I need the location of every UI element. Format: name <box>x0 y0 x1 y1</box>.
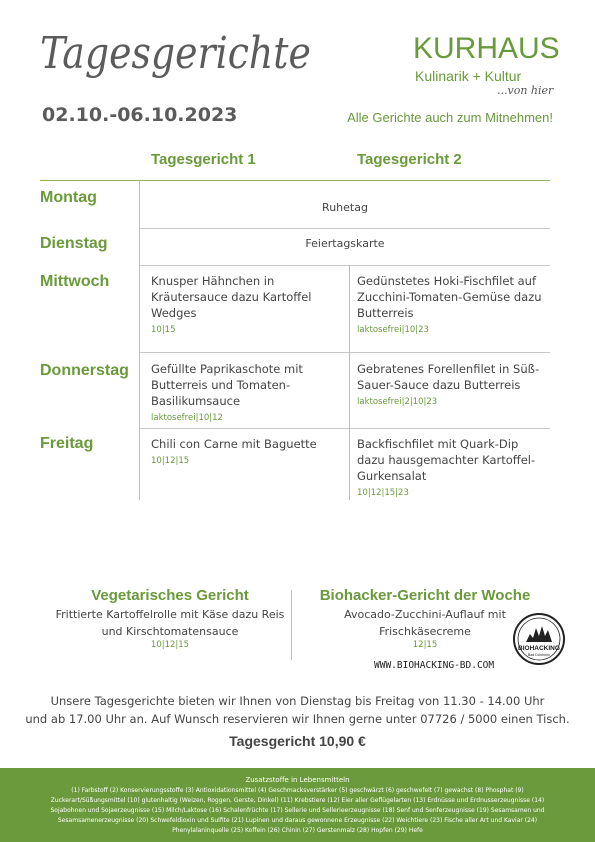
allergen-codes: 10|12|15 <box>151 456 190 466</box>
column-header-1: Tagesgericht 1 <box>151 151 256 168</box>
vegetarian-dish: Frittierte Kartoffelrolle mit Käse dazu Reis und Kirschtomatensauce <box>55 608 285 638</box>
kurhaus-logo <box>413 32 563 104</box>
allergen-codes: laktosefrei|10|12 <box>151 413 223 423</box>
vegetarian-allergens: 10|12|15 <box>150 640 190 650</box>
dish-thursday-1 <box>151 361 341 426</box>
footer-title: Zusatzstoffe in Lebensmitteln <box>245 776 350 784</box>
row-divider <box>140 228 550 229</box>
dish-name: Knusper Hähnchen in Kräutersauce dazu Kartoffel Wedges <box>151 274 312 320</box>
dish-friday-1 <box>151 436 341 469</box>
day-label-monday: Montag <box>40 189 97 206</box>
badge-subtext: Bad Dürrheim <box>527 653 551 657</box>
day-label-wednesday: Mittwoch <box>40 273 110 290</box>
logo-sub-text: Kulinarik + Kultur <box>415 68 522 84</box>
opening-hours-line: Unsere Tagesgerichte bieten wir Ihnen von Dienstag bis Freitag von 11.30 - 14.00 Uhr <box>50 694 545 708</box>
additives-list: (1) Farbstoff (2) Konservierungsstoffe (3) Antioxidationsmittel (4) Geschmacksverstärker (5) geschwärzt (6) geschwefelt (7) gewachst (8) Phosphat (9) Zuckerart/Süßungsmittel (10) glutenhaltig (Weizen, Roggen, Gerste, Dinkel) (11) Krebstiere (12) Eier aller Geflügelarten (13) Erdnüsse und Erdnusserzeugnisse (14) Sojabohnen und Sojaerzeugnisse (15) Milch/Laktose (16) Schalenfrüchte (17) Sellerie und Sellerieerzeugnisse (18) Senf und Senferzeugnisse (19) Sesamsamen und Sesamsamenerzeugnisse (20) Schwefeldioxin und Sulfite (21) Lupinen und daraus gewonnene Erzeugnisse (22) Weichtiere (23) Fische aller Art und Kaviar (24) Phenylalaninquelle (25) Koffein (26) Chinin (27) Gerstenmalz (28) Hopfen (29) Hefe <box>50 787 545 834</box>
biohacking-website-link[interactable]: WWW.BIOHACKING-BD.COM <box>374 660 495 671</box>
dish-thursday-2 <box>357 361 547 410</box>
allergen-codes: laktosefrei|2|10|23 <box>357 397 438 407</box>
date-range: 02.10.-06.10.2023 <box>42 104 238 126</box>
dish-wednesday-2 <box>357 273 547 338</box>
allergen-codes: 10|12|15|23 <box>357 488 409 498</box>
column-header-2: Tagesgericht 2 <box>357 151 462 168</box>
day-label-thursday: Donnerstag <box>40 362 129 379</box>
column-divider-left <box>139 180 140 500</box>
additives-footer <box>0 768 595 842</box>
badge-text: BIOHACKING <box>518 645 560 652</box>
allergen-codes: laktosefrei|10|23 <box>357 325 429 335</box>
logo-main-text: KURHAUS <box>413 32 560 65</box>
takeaway-note: Alle Gerichte auch zum Mitnehmen! <box>347 110 553 125</box>
dish-friday-2 <box>357 436 547 501</box>
day-label-tuesday: Dienstag <box>40 235 108 252</box>
dish-name: Backfischfilet mit Quark-Dip dazu hausgemachter Kartoffel-Gurkensalat <box>357 437 536 483</box>
biohacker-dish: Avocado-Zucchini-Auflauf mit Frischkäsecreme <box>344 608 506 638</box>
tuesday-note: Feiertagskarte <box>305 237 385 250</box>
reservation-line: und ab 17.00 Uhr an. Auf Wunsch reservieren wir Ihnen gerne unter 07726 / 5000 einen Tisch. <box>25 712 570 726</box>
biohacker-allergens: 12|15 <box>412 640 438 650</box>
row-divider <box>140 352 550 353</box>
vegetarian-title: Vegetarisches Gericht <box>91 587 249 604</box>
price-label: Tagesgericht 10,90 € <box>229 733 366 749</box>
allergen-codes: 10|15 <box>151 325 176 335</box>
day-label-friday: Freitag <box>40 435 94 452</box>
biohacker-title: Biohacker-Gericht der Woche <box>319 587 531 604</box>
row-divider <box>140 265 550 266</box>
biohacking-badge-icon <box>512 612 566 666</box>
dish-name: Gedünstetes Hoki-Fischfilet auf Zucchini-Tomaten-Gemüse dazu Butterreis <box>357 274 542 320</box>
header-divider <box>40 180 550 181</box>
dish-name: Chili con Carne mit Baguette <box>151 437 317 451</box>
special-divider <box>291 590 292 660</box>
row-divider <box>140 428 550 429</box>
monday-note: Ruhetag <box>322 201 368 214</box>
logo-tagline: ...von hier <box>497 84 554 97</box>
column-divider-middle <box>349 265 350 500</box>
dish-name: Gebratenes Forellenfilet in Süß-Sauer-Sauce dazu Butterreis <box>357 362 540 392</box>
dish-wednesday-1 <box>151 273 341 338</box>
dish-name: Gefüllte Paprikaschote mit Butterreis und Tomaten-Basilikumsauce <box>151 362 303 408</box>
page-title: Tagesgerichte <box>40 28 311 79</box>
